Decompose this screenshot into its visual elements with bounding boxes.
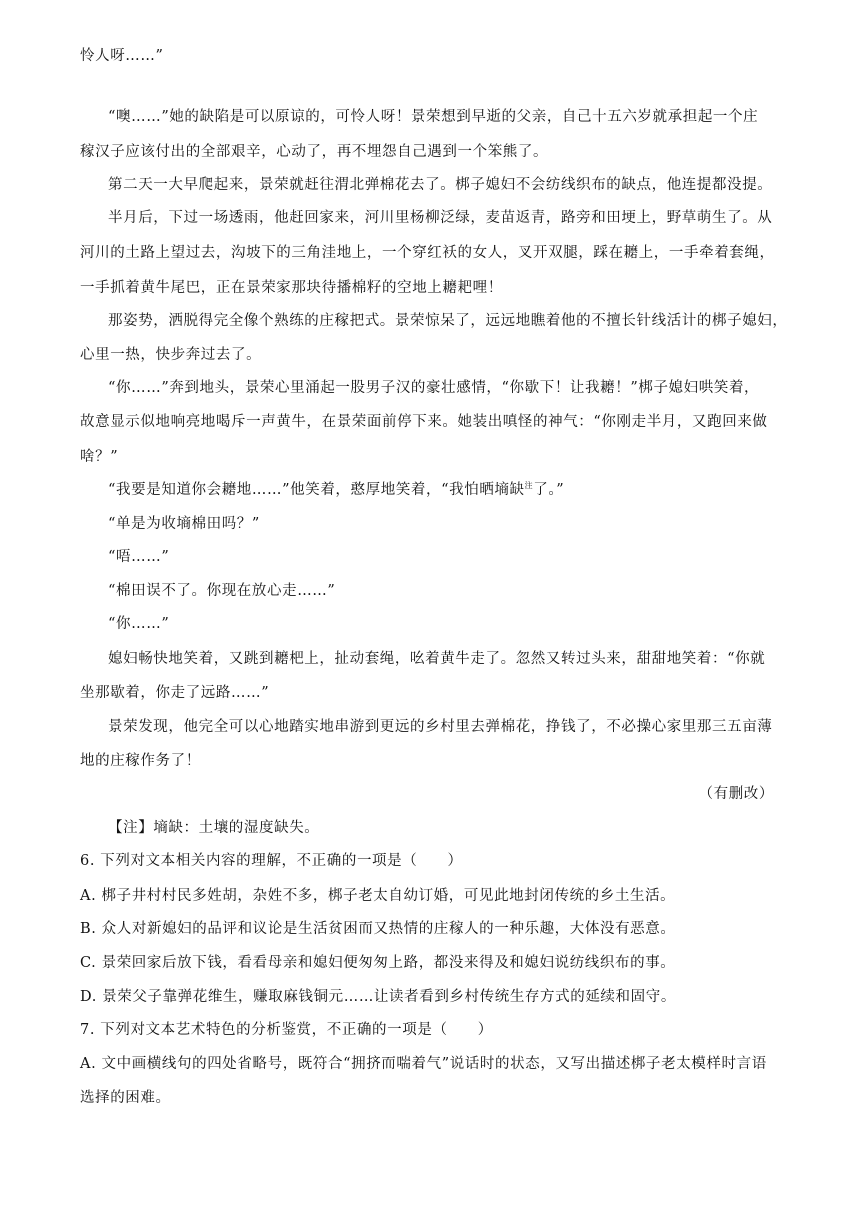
paragraph-line: 河川的土路上望过去，沟坡下的三角洼地上，一个穿红袄的女人，叉开双腿，踩在耱上，一手牵着套绳， <box>80 245 775 261</box>
paragraph-line: 故意显示似地响亮地喝斥一声黄牛，在景荣面前停下来。她装出嗔怪的神气：“你刚走半月，又跑回来做 <box>80 414 768 430</box>
paragraph-line: 心里一热，快步奔过去了。 <box>80 347 262 363</box>
paragraph-line: 啥？” <box>80 449 119 465</box>
paragraph-line: “你……”奔到地头，景荣心里涌起一股男子汉的豪壮感情，“你歇下！让我耱！”梆子媳妇哄笑着， <box>108 380 760 396</box>
paragraph-line: 半月后，下过一场透雨，他赶回家来，河川里杨柳泛绿，麦苗返青，路旁和田埂上，野草萌生了。从 <box>108 210 773 226</box>
footnote-marker: 注 <box>524 481 534 491</box>
paragraph-line: 第二天一大早爬起来，景荣就赶往渭北弹棉花去了。梆子媳妇不会纺线织布的缺点，他连提都没提。 <box>108 177 773 193</box>
paragraph-line: “唔……” <box>108 549 170 565</box>
paragraph-line: “棉田误不了。你现在放心走……” <box>108 583 336 599</box>
option-6b: B. 众人对新媳妇的品评和议论是生活贫困而又热情的庄稼人的一种乐趣，大体没有恶意。 <box>80 921 676 937</box>
paragraph-line: 稼汉子应该付出的全部艰辛，心动了，再不埋怨自己遇到一个笨熊了。 <box>80 144 549 160</box>
option-7a-continued: 选择的困难。 <box>80 1090 171 1106</box>
paragraph-line <box>108 480 780 500</box>
paragraph-line: 媳妇畅快地笑着，又跳到耱杷上，扯动套绳，吆着黄牛走了。忽然又转过头来，甜甜地笑着：“你就 <box>108 651 766 667</box>
dialogue-text: 了。” <box>533 482 565 498</box>
paragraph-line: 坐那歇着，你走了远路……” <box>80 685 270 701</box>
paragraph-line: 一手抓着黄牛尾巴，正在景荣家那块待播棉籽的空地上耱耙哩！ <box>80 280 503 296</box>
option-6a: A. 梆子井村村民多姓胡，杂姓不多，梆子老太自幼订婚，可见此地封闭传统的乡土生活。 <box>80 888 676 904</box>
dialogue-text: “我要是知道你会耱地……”他笑着，憨厚地笑着，“我怕晒墒缺 <box>108 482 525 498</box>
footnote: 【注】墒缺：土壤的湿度缺失。 <box>108 820 320 836</box>
paragraph-line: “单是为收墒棉田吗？” <box>108 516 260 532</box>
paragraph-line: 怜人呀……” <box>80 48 164 64</box>
question-7: 7. 下列对文本艺术特色的分析鉴赏，不正确的一项是（ ） <box>80 1022 493 1038</box>
option-7a: A. 文中画横线句的四处省略号，既符合“拥挤而喘着气”说话时的状态，又写出描述梆子老太模样时言语 <box>80 1056 767 1072</box>
paragraph-line: “噢……”她的缺陷是可以原谅的，可怜人呀！景荣想到早逝的父亲，自己十五六岁就承担起一个庄 <box>108 109 759 125</box>
question-6: 6. 下列对文本相关内容的理解，不正确的一项是（ ） <box>80 853 463 869</box>
option-6c: C. 景荣回家后放下钱，看看母亲和媳妇便匆匆上路，都没来得及和媳妇说纺线织布的事。 <box>80 955 676 971</box>
paragraph-line: 地的庄稼作务了！ <box>80 753 201 769</box>
edited-note: （有删改） <box>698 786 774 802</box>
paragraph-line: 那姿势，洒脱得完全像个熟练的庄稼把式。景荣惊呆了，远远地瞧着他的不擅长针线活计的梆子媳妇， <box>108 313 788 329</box>
paragraph-line: “你……” <box>108 616 170 632</box>
option-6d: D. 景荣父子靠弹花维生，赚取麻钱铜元……让读者看到乡村传统生存方式的延续和固守。 <box>80 989 676 1005</box>
paragraph-line: 景荣发现，他完全可以心地踏实地串游到更远的乡村里去弹棉花，挣钱了，不必操心家里那三五亩薄 <box>108 719 773 735</box>
